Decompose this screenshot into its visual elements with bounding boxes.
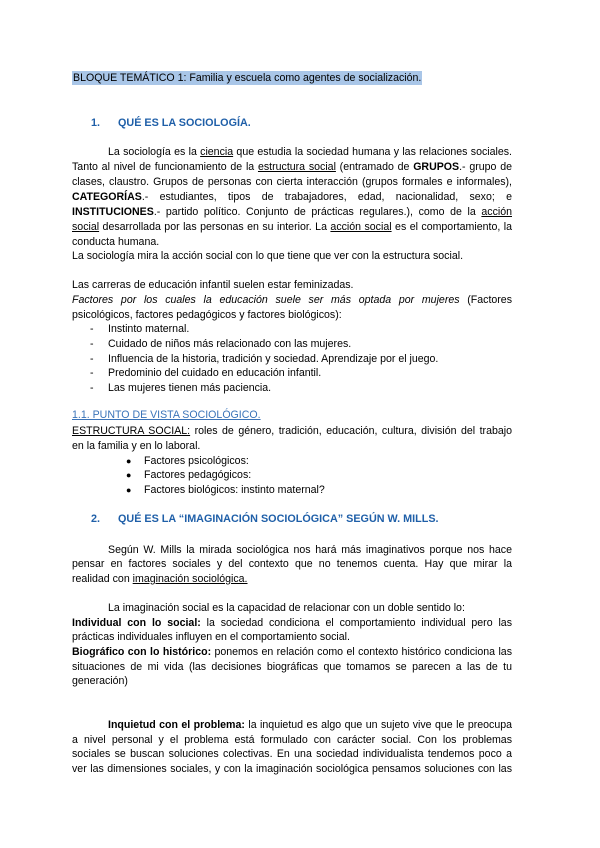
text-line: prácticas individuales influyen en el comportamiento social. <box>72 631 350 643</box>
term-grupos: GRUPOS <box>413 161 460 173</box>
text-run: es el comportamiento, la <box>391 221 512 233</box>
text-run: realidad con <box>72 573 133 585</box>
text-line: conducta humana. <box>72 236 160 248</box>
text-line: en la familia y en lo laboral. <box>72 440 201 452</box>
list-item <box>90 352 438 367</box>
text-line <box>72 572 512 587</box>
text-line: generación) <box>72 675 128 687</box>
term-imaginacion-sociologica: imaginación sociológica. <box>132 573 248 585</box>
dash-marker: - <box>90 382 94 394</box>
bullet-marker: ● <box>126 470 132 480</box>
list-item <box>90 381 271 396</box>
term-social: social <box>72 221 100 233</box>
term-estructura-social-label: ESTRUCTURA SOCIAL: <box>72 425 191 437</box>
list-item <box>126 483 325 498</box>
section-2-title: QUÉ ES LA “IMAGINACIÓN SOCIOLÓGICA” SEGÚN W. MILLS. <box>118 513 439 525</box>
text-line: a nivel personal y el problema está formulado con carácter social. Con los problemas <box>72 734 512 746</box>
text-run: roles de género, tradición, educación, cultura, división del trabajo <box>190 425 512 437</box>
text-run: ponemos en relación como el contexto histórico condiciona las <box>211 646 512 658</box>
term-estructura-social: estructura social <box>257 161 336 173</box>
term-categorias: CATEGORÍAS <box>72 191 142 203</box>
text-run: .- estudiantes, tipos de trabajadores, edad, nacionalidad, sexo; e <box>141 191 512 203</box>
section-1-number: 1. <box>91 117 101 129</box>
list-item <box>90 322 189 337</box>
text-line <box>72 616 512 631</box>
section-2-heading <box>91 513 439 525</box>
list-item-text: Factores psicológicos: <box>144 455 249 467</box>
document-banner-title: BLOQUE TEMÁTICO 1: Familia y escuela como agentes de socialización. <box>73 72 422 84</box>
text-line <box>72 160 512 175</box>
dash-marker: - <box>90 353 94 365</box>
section-1-title: QUÉ ES LA SOCIOLOGÍA. <box>118 117 251 129</box>
list-item-text: Factores pedagógicos: <box>144 469 252 481</box>
term-ciencia: ciencia <box>200 146 234 158</box>
list-item <box>126 468 251 483</box>
text-line <box>72 718 512 733</box>
list-item <box>90 337 351 352</box>
text-line: ver las dimensiones sociales, y con la imaginación sociológica pensamos soluciones con las <box>72 763 512 775</box>
dash-marker: - <box>90 367 94 379</box>
section-1-heading <box>91 117 251 129</box>
text-line: La imaginación social es la capacidad de relacionar con un doble sentido lo: <box>108 602 465 614</box>
text-line <box>72 190 512 205</box>
list-item <box>126 454 249 469</box>
term-biografico-historico: Biográfico con lo histórico: <box>72 646 212 658</box>
text-run: .- partido político. Conjunto de prácticas regulares.), como de la <box>153 206 482 218</box>
italic-statement: Factores por los cuales la educación suele ser más optada por mujeres <box>72 294 460 306</box>
list-item-text: Instinto maternal. <box>108 323 190 335</box>
term-accion-social: acción social <box>330 221 392 233</box>
section-2-number: 2. <box>91 513 101 525</box>
list-item-text: Influencia de la historia, tradición y sociedad. Aprendizaje por el juego. <box>108 353 439 365</box>
list-item-text: Las mujeres tienen más paciencia. <box>108 382 272 394</box>
text-run: desarrollada por las personas en su interior. La <box>99 221 331 233</box>
term-individual-social: Individual con lo social: <box>72 617 201 629</box>
subsection-1-1-heading: 1.1. PUNTO DE VISTA SOCIOLÓGICO. <box>72 409 261 421</box>
text-run: la sociedad condiciona el comportamiento individual pero las <box>200 617 512 629</box>
text-run: (entramado de <box>335 161 414 173</box>
text-line <box>72 145 512 160</box>
list-item-text: Cuidado de niños más relacionado con las mujeres. <box>108 338 352 350</box>
text-run: (Factores <box>459 294 512 306</box>
bullet-marker: ● <box>126 456 132 466</box>
text-run: que estudia la sociedad humana y las relaciones sociales. <box>233 146 512 158</box>
term-instituciones: INSTITUCIONES <box>72 206 154 218</box>
bullet-marker: ● <box>126 485 132 495</box>
text-run: La sociología es la <box>108 146 201 158</box>
text-line: psicológicos, factores pedagógicos y factores biológicos): <box>72 309 342 321</box>
text-line: situaciones de mi vida (las decisiones biográficas que tomamos se parecen a las de tu <box>72 661 512 673</box>
term-inquietud-problema: Inquietud con el problema: <box>108 719 245 731</box>
text-line <box>72 645 512 660</box>
dash-marker: - <box>90 338 94 350</box>
text-run: .- grupo de <box>459 161 512 173</box>
text-line: Según W. Mills la mirada sociológica nos hará más imaginativos porque nos hace <box>108 544 512 556</box>
text-line <box>72 220 512 235</box>
text-line <box>72 424 512 439</box>
dash-marker: - <box>90 323 94 335</box>
text-line: Las carreras de educación infantil suelen estar feminizadas. <box>72 279 354 291</box>
text-line <box>72 293 512 308</box>
list-item <box>90 366 321 381</box>
text-line <box>72 205 512 220</box>
text-run: la inquietud es algo que un sujeto vive que le preocupa <box>244 719 512 731</box>
list-item-text: Predominio del cuidado en educación infantil. <box>108 367 322 379</box>
text-line: sociales se buscan soluciones colectivas. En una sociedad individualista tendemos poco a <box>72 748 512 760</box>
list-item-text: Factores biológicos: instinto maternal? <box>144 484 325 496</box>
text-run: Tanto al nivel de funcionamiento de la <box>72 161 258 173</box>
term-accion: acción <box>481 206 512 218</box>
text-line: clases, claustro. Grupos de personas con cierta interacción (grupos formales e informales), <box>72 176 512 188</box>
text-line: La sociología mira la acción social con lo que tiene que ver con la estructura social. <box>72 250 464 262</box>
text-line: pensar en factores sociales y del contexto que no tenemos cuenta. Hay que mirar la <box>72 558 512 570</box>
